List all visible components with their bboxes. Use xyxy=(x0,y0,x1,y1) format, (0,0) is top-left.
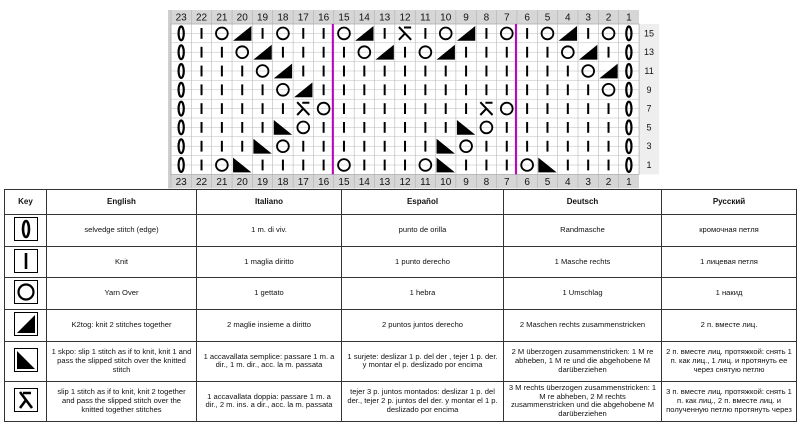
key-russian-cell: 1 накид xyxy=(662,278,797,310)
column-number-bottom: 9 xyxy=(463,176,469,188)
column-number-bottom: 8 xyxy=(483,176,490,188)
key-symbol-cell xyxy=(5,278,47,310)
key-row xyxy=(5,215,797,247)
key-english-cell: K2tog: knit 2 stitches together xyxy=(47,310,197,342)
column-number-bottom: 5 xyxy=(544,176,551,188)
key-deutsch-cell: Randmasche xyxy=(504,215,662,247)
knitting-chart xyxy=(0,0,800,190)
key-deutsch-cell: 1 Masche rechts xyxy=(504,246,662,278)
key-espanol-cell: 1 surjete: deslizar 1 p. del der , tejer 1 p. der. y montar el p. deslizado por encima xyxy=(342,341,504,381)
key-row xyxy=(5,278,797,310)
key-espanol-cell: 2 puntos juntos derecho xyxy=(342,310,504,342)
column-number-bottom: 14 xyxy=(358,176,370,188)
column-number-bottom: 1 xyxy=(626,176,632,188)
row-number-label: 7 xyxy=(646,103,652,114)
key-symbol-cell xyxy=(5,310,47,342)
key-english-cell: slip 1 stitch as if to knit, knit 2 together and pass the slipped stitch over the knitted together stitches xyxy=(47,381,197,421)
column-number-top: 18 xyxy=(277,12,289,24)
row-number-label: 11 xyxy=(644,66,654,76)
chart-left-margin xyxy=(168,10,171,188)
key-italiano-cell: 1 accavallata doppia: passare 1 m. a dir., 2 m. ins. a dir., acc. la m. passata xyxy=(197,381,342,421)
column-number-bottom: 16 xyxy=(318,176,330,188)
key-italiano-cell: 1 gettato xyxy=(197,278,342,310)
key-russian-cell: кромочная петля xyxy=(662,215,797,247)
column-number-top: 2 xyxy=(605,12,612,24)
column-number-top: 21 xyxy=(216,12,228,24)
key-deutsch-cell: 2 Maschen rechts zusammenstricken xyxy=(504,310,662,342)
column-number-top: 6 xyxy=(524,12,530,24)
column-number-top: 1 xyxy=(626,12,632,24)
column-number-top: 8 xyxy=(483,12,490,24)
key-symbol-cell xyxy=(5,215,47,247)
key-symbol-cell xyxy=(5,341,47,381)
column-number-top: 16 xyxy=(318,12,330,24)
header-espanol: Español xyxy=(342,190,504,215)
header-deutsch: Deutsch xyxy=(504,190,662,215)
key-italiano-cell: 1 maglia diritto xyxy=(197,246,342,278)
column-number-bottom: 10 xyxy=(440,176,452,188)
column-number-bottom: 7 xyxy=(503,176,510,188)
key-italiano-cell: 1 m. di viv. xyxy=(197,215,342,247)
column-number-bottom: 11 xyxy=(420,176,431,188)
key-espanol-cell: 1 hebra xyxy=(342,278,504,310)
key-symbol-cell xyxy=(5,381,47,421)
key-english-cell: selvedge stitch (edge) xyxy=(47,215,197,247)
row-number-label: 13 xyxy=(644,47,655,58)
column-number-bottom: 17 xyxy=(297,176,309,188)
key-espanol-cell: 1 punto derecho xyxy=(342,246,504,278)
chart-grid xyxy=(0,0,800,190)
column-number-top: 23 xyxy=(175,12,187,24)
header-italiano: Italiano xyxy=(197,190,342,215)
column-number-top: 15 xyxy=(338,12,350,24)
column-number-top: 14 xyxy=(358,12,370,24)
key-symbol-cell xyxy=(5,246,47,278)
yarn-over-icon xyxy=(14,280,38,304)
row-number-label: 9 xyxy=(646,84,652,95)
column-number-bottom: 13 xyxy=(379,176,391,188)
stitch-key-table xyxy=(4,189,797,422)
column-number-top: 10 xyxy=(440,12,452,24)
row-number-label: 1 xyxy=(646,160,652,170)
key-row xyxy=(5,310,797,342)
key-russian-cell: 1 лицевая петля xyxy=(662,246,797,278)
column-number-bottom: 12 xyxy=(399,176,411,188)
key-english-cell: Yarn Over xyxy=(47,278,197,310)
key-italiano-cell: 1 accavallata semplice: passare 1 m. a dir., 1 m. dir., acc. la m. passata xyxy=(197,341,342,381)
row-number-label: 3 xyxy=(646,141,652,152)
column-number-top: 11 xyxy=(420,12,431,24)
column-number-top: 20 xyxy=(236,12,248,24)
key-deutsch-cell: 1 Umschlag xyxy=(504,278,662,310)
header-key: Key xyxy=(5,190,47,215)
column-number-bottom: 19 xyxy=(257,176,269,188)
column-number-top: 9 xyxy=(463,12,469,24)
column-number-bottom: 15 xyxy=(338,176,350,188)
key-row xyxy=(5,341,797,381)
knit-icon xyxy=(14,249,38,273)
sk2po-icon xyxy=(14,388,38,412)
column-number-top: 7 xyxy=(503,12,510,24)
column-number-bottom: 6 xyxy=(524,176,530,188)
key-deutsch-cell: 2 M überzogen zusammenstricken: 1 M re abheben, 1 M re und die abgehobene M darüberziehen xyxy=(504,341,662,381)
k2tog-icon xyxy=(14,312,38,336)
column-number-bottom: 2 xyxy=(605,176,612,188)
selvedge-icon xyxy=(14,217,38,241)
column-number-top: 13 xyxy=(379,12,391,24)
row-number-label: 15 xyxy=(644,28,655,39)
row-number-label: 5 xyxy=(646,122,652,133)
key-italiano-cell: 2 maglie insieme a diritto xyxy=(197,310,342,342)
key-row xyxy=(5,381,797,421)
header-english: English xyxy=(47,190,197,215)
column-number-top: 17 xyxy=(297,12,309,24)
column-number-bottom: 18 xyxy=(277,176,289,188)
column-number-top: 4 xyxy=(565,12,571,24)
column-number-top: 5 xyxy=(544,12,551,24)
key-russian-cell: 2 п. вместе лиц. xyxy=(662,310,797,342)
column-number-bottom: 20 xyxy=(236,176,248,188)
skpo-icon xyxy=(14,348,38,372)
column-number-bottom: 4 xyxy=(565,176,571,188)
key-english-cell: Knit xyxy=(47,246,197,278)
column-number-top: 12 xyxy=(399,12,411,24)
key-table-header xyxy=(5,190,797,215)
column-number-top: 19 xyxy=(257,12,269,24)
column-number-bottom: 21 xyxy=(216,176,228,188)
header-russian: Русский xyxy=(662,190,797,215)
key-deutsch-cell: 3 M rechts überzogen zusammenstricken: 1 M re abheben, 2 M rechts zusammenstricken und die abgehobene M darüberziehen xyxy=(504,381,662,421)
column-number-top: 3 xyxy=(585,12,591,24)
key-espanol-cell: tejer 3 p. juntos montados: deslizar 1 p. del der., tejer 2 p. juntos del der. y montar el 1 p. deslizado por encima xyxy=(342,381,504,421)
column-number-bottom: 22 xyxy=(195,176,208,188)
key-english-cell: 1 skpo: slip 1 stitch as if to knit, knit 1 and pass the slipped stitch over the knitted stitch xyxy=(47,341,197,381)
column-number-bottom: 23 xyxy=(175,176,187,188)
key-russian-cell: 3 п. вместе лиц. протяжкой: снять 1 п. как лиц., 2 п. вместе лиц. и полученную петлю протянуть через xyxy=(662,381,797,421)
key-russian-cell: 2 п. вместе лиц. протяжкой: снять 1 п. как лиц., 1 лиц. и протянуть ее через снятую петлю xyxy=(662,341,797,381)
column-number-top: 22 xyxy=(195,12,208,24)
key-row xyxy=(5,246,797,278)
column-number-bottom: 3 xyxy=(585,176,591,188)
key-espanol-cell: punto de orilla xyxy=(342,215,504,247)
